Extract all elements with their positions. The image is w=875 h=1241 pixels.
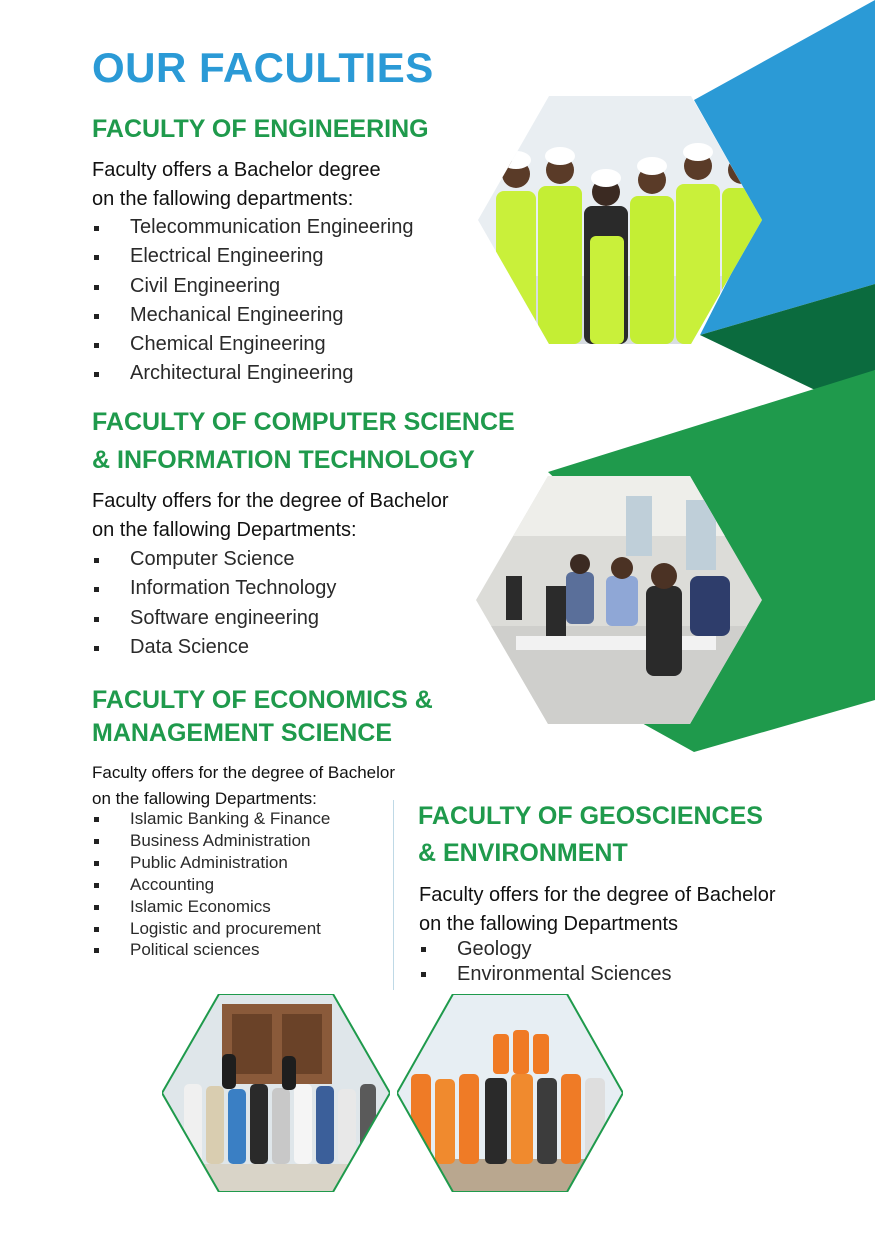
- list-item: Mechanical Engineering: [92, 301, 414, 330]
- list-item: Business Administration: [92, 830, 330, 852]
- list-item: Islamic Economics: [92, 896, 330, 918]
- faculty-geosciences-intro: [419, 881, 776, 939]
- economics-students-photo: [162, 994, 390, 1192]
- faculty-geosciences-title: [418, 798, 763, 872]
- faculty-computer-science-title: [92, 403, 515, 479]
- geosciences-department-list: [419, 937, 672, 986]
- geosciences-students-photo: [397, 994, 623, 1192]
- list-item: Electrical Engineering: [92, 242, 414, 271]
- list-item: Information Technology: [92, 574, 336, 603]
- engineering-department-list: [92, 213, 414, 389]
- list-item: Accounting: [92, 874, 330, 896]
- title-line: FACULTY OF GEOSCIENCES: [418, 802, 763, 830]
- intro-line: Faculty offers for the degree of Bachelor: [419, 884, 776, 906]
- engineering-students-photo: [478, 96, 762, 344]
- faculty-engineering-intro: [92, 156, 381, 214]
- list-item: Civil Engineering: [92, 272, 414, 301]
- list-item: Architectural Engineering: [92, 359, 414, 388]
- faculty-economics-title: [92, 684, 433, 750]
- title-line: MANAGEMENT SCIENCE: [92, 719, 393, 747]
- page-title: OUR FACULTIES: [92, 44, 434, 91]
- faculty-computer-science-intro: [92, 487, 449, 545]
- title-line: FACULTY OF COMPUTER SCIENCE: [92, 408, 515, 436]
- title-line: FACULTY OF ECONOMICS &: [92, 686, 433, 714]
- faculty-economics-intro: [92, 760, 395, 812]
- list-item: Geology: [419, 937, 672, 962]
- intro-line: on the fallowing Departments:: [92, 519, 357, 541]
- list-item: Environmental Sciences: [419, 962, 672, 987]
- column-divider: [393, 800, 394, 990]
- intro-line: Faculty offers a Bachelor degree: [92, 159, 381, 181]
- list-item: Telecommunication Engineering: [92, 213, 414, 242]
- title-line: & ENVIRONMENT: [418, 839, 628, 867]
- list-item: Chemical Engineering: [92, 330, 414, 359]
- computer-lab-photo: [476, 476, 762, 724]
- economics-department-list: [92, 808, 330, 961]
- list-item: Software engineering: [92, 604, 336, 633]
- intro-line: Faculty offers for the degree of Bachelor: [92, 763, 396, 782]
- list-item: Islamic Banking & Finance: [92, 808, 330, 830]
- intro-line: on the fallowing departments:: [92, 188, 354, 210]
- intro-line: Faculty offers for the degree of Bachelor: [92, 490, 449, 512]
- list-item: Logistic and procurement: [92, 918, 330, 940]
- intro-line: on the fallowing Departments:: [92, 789, 317, 808]
- list-item: Political sciences: [92, 939, 330, 961]
- list-item: Computer Science: [92, 545, 336, 574]
- list-item: Data Science: [92, 633, 336, 662]
- intro-line: on the fallowing Departments: [419, 913, 679, 935]
- faculty-engineering-title: FACULTY OF ENGINEERING: [92, 115, 429, 143]
- computer-science-department-list: [92, 545, 336, 662]
- title-line: & INFORMATION TECHNOLOGY: [92, 446, 475, 474]
- list-item: Public Administration: [92, 852, 330, 874]
